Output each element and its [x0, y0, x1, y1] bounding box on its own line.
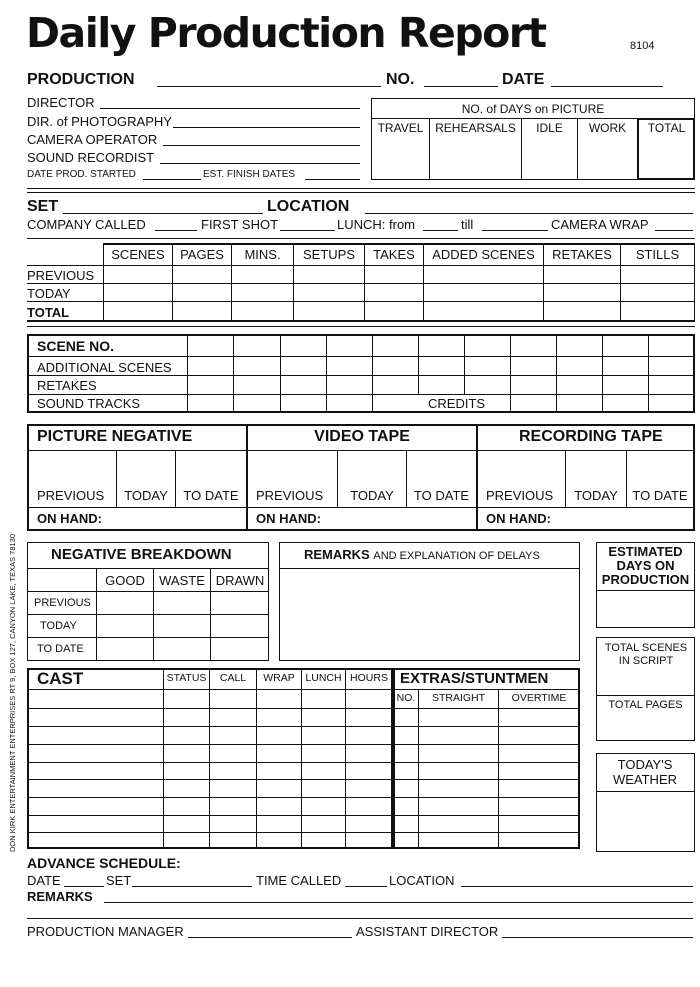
video-previous: PREVIOUS: [256, 488, 324, 503]
negative-row-to-date: TO DATE: [37, 643, 84, 655]
form-number: 8104: [630, 40, 655, 52]
total-scenes-label: TOTAL SCENES IN SCRIPT: [604, 642, 688, 667]
picture-to-date: TO DATE: [183, 488, 239, 503]
scene-no-label: SCENE NO.: [37, 338, 115, 354]
picture-today: TODAY: [124, 488, 168, 503]
remarks-title-sub: AND EXPLANATION OF DELAYS: [373, 550, 540, 562]
camera-operator-label: CAMERA OPERATOR: [27, 132, 158, 147]
camera-operator-field[interactable]: [163, 145, 360, 146]
dir-photography-field[interactable]: [173, 127, 360, 128]
advance-set-field[interactable]: [132, 886, 252, 887]
advance-date-field[interactable]: [64, 886, 104, 887]
negative-col-good: GOOD: [105, 573, 145, 588]
first-shot-field[interactable]: [280, 230, 335, 231]
production-manager-field[interactable]: [188, 937, 352, 938]
footer-remarks-field-2[interactable]: [27, 918, 693, 919]
date-prod-started-field[interactable]: [143, 179, 201, 180]
recording-tape-title: RECORDING TAPE: [519, 428, 663, 445]
cast-title: CAST: [37, 669, 84, 688]
production-manager-label: PRODUCTION MANAGER: [27, 924, 184, 939]
est-finish-dates-field[interactable]: [305, 179, 360, 180]
scenes-table: [27, 243, 695, 323]
video-to-date: TO DATE: [413, 488, 470, 503]
no-field[interactable]: [424, 86, 498, 87]
days-col-work: WORK: [588, 121, 627, 135]
days-col-rehearsals: REHEARSALS: [435, 121, 516, 135]
recording-on-hand: ON HAND:: [486, 511, 551, 526]
advance-time-called-label: TIME CALLED: [256, 873, 342, 888]
lunch-from-field[interactable]: [423, 230, 458, 231]
camera-wrap-label: CAMERA WRAP: [551, 217, 649, 232]
scenes-col-added-scenes: ADDED SCENES: [432, 247, 535, 262]
advance-location-label: LOCATION: [389, 873, 455, 888]
remarks-title-main: REMARKS: [304, 547, 370, 562]
sound-recordist-field[interactable]: [160, 163, 360, 164]
first-shot-label: FIRST SHOT: [201, 217, 279, 232]
video-today: TODAY: [350, 488, 394, 503]
location-field[interactable]: [365, 213, 693, 214]
days-on-picture-title: NO. of DAYS on PICTURE: [461, 102, 605, 116]
lunch-from-label: LUNCH: from: [337, 217, 416, 232]
company-called-field[interactable]: [155, 230, 197, 231]
scenes-col-pages: PAGES: [180, 247, 224, 262]
cast-col-wrap: WRAP: [263, 672, 295, 684]
page-title: Daily Production Report: [26, 9, 546, 57]
total-pages-label: TOTAL PAGES: [608, 699, 683, 711]
sound-tracks-label: SOUND TRACKS: [37, 396, 141, 411]
production-field[interactable]: [157, 86, 381, 87]
publisher-side-text: DON KIRK ENTERTAINMENT ENTERPRISES RT 9, BOX 127, CANYON LAKE, TEXAS 78130: [8, 533, 17, 852]
director-label: DIRECTOR: [27, 95, 95, 110]
est-finish-dates-label: EST. FINISH DATES: [203, 169, 296, 180]
extras-title: EXTRAS/STUNTMEN: [400, 670, 549, 687]
advance-set-label: SET: [106, 873, 132, 888]
scenes-row-total: TOTAL: [27, 305, 70, 320]
assistant-director-label: ASSISTANT DIRECTOR: [356, 924, 499, 939]
director-field[interactable]: [100, 108, 360, 109]
set-label: SET: [27, 198, 59, 215]
todays-weather-label: TODAY'S WEATHER: [612, 757, 678, 787]
recording-today: TODAY: [574, 488, 618, 503]
recording-to-date: TO DATE: [632, 488, 688, 503]
picture-on-hand: ON HAND:: [37, 511, 102, 526]
footer-remarks-label: REMARKS: [27, 889, 93, 904]
advance-date-label: DATE: [27, 873, 61, 888]
till-label: till: [461, 217, 474, 232]
till-field[interactable]: [482, 230, 548, 231]
picture-previous: PREVIOUS: [37, 488, 105, 503]
scenes-col-takes: TAKES: [373, 247, 415, 262]
advance-time-called-field[interactable]: [345, 886, 387, 887]
date-field[interactable]: [551, 86, 663, 87]
scenes-col-setups: SETUPS: [302, 247, 355, 262]
estimated-days-label: ESTIMATED DAYS ON PRODUCTION: [601, 544, 690, 587]
cast-table: [27, 668, 393, 849]
scenes-row-previous: PREVIOUS: [27, 268, 95, 283]
negative-col-drawn: DRAWN: [215, 573, 265, 588]
no-label: NO.: [386, 71, 415, 88]
location-label: LOCATION: [267, 198, 350, 215]
cast-col-status: STATUS: [166, 672, 207, 684]
remarks-title: [304, 548, 540, 562]
negative-col-waste: WASTE: [159, 573, 205, 588]
extras-col-overtime: OVERTIME: [511, 692, 567, 704]
additional-scenes-label: ADDITIONAL SCENES: [37, 360, 172, 375]
camera-wrap-field[interactable]: [655, 230, 693, 231]
picture-negative-title: PICTURE NEGATIVE: [37, 428, 193, 445]
advance-schedule-label: ADVANCE SCHEDULE:: [27, 855, 181, 871]
assistant-director-field[interactable]: [502, 937, 693, 938]
footer-remarks-field[interactable]: [104, 902, 693, 903]
negative-row-today: TODAY: [40, 620, 77, 632]
scenes-col-retakes: RETAKES: [552, 247, 612, 262]
days-col-total: TOTAL: [647, 121, 686, 135]
cast-col-lunch: LUNCH: [305, 672, 342, 684]
days-col-idle: IDLE: [536, 121, 563, 135]
days-col-travel: TRAVEL: [377, 121, 424, 135]
extras-col-straight: STRAIGHT: [431, 692, 486, 704]
set-field[interactable]: [63, 213, 263, 214]
date-prod-started-label: DATE PROD. STARTED: [27, 169, 136, 180]
retakes-label: RETAKES: [37, 378, 97, 393]
credits-label: CREDITS: [428, 396, 486, 411]
negative-row-previous: PREVIOUS: [34, 597, 91, 609]
sound-recordist-label: SOUND RECORDIST: [27, 150, 155, 165]
video-tape-title: VIDEO TAPE: [314, 428, 410, 445]
production-label: PRODUCTION: [27, 71, 135, 88]
date-label: DATE: [502, 71, 545, 88]
cast-col-call: CALL: [219, 672, 247, 684]
extras-col-no: NO.: [396, 692, 416, 704]
advance-location-field[interactable]: [461, 886, 693, 887]
scenes-col-mins: MINS.: [244, 247, 281, 262]
negative-breakdown-title: NEGATIVE BREAKDOWN: [51, 546, 232, 563]
cast-col-hours: HOURS: [350, 672, 388, 684]
company-called-label: COMPANY CALLED: [27, 217, 146, 232]
recording-previous: PREVIOUS: [486, 488, 554, 503]
scenes-col-stills: STILLS: [635, 247, 680, 262]
dir-photography-label: DIR. of PHOTOGRAPHY: [27, 114, 172, 129]
video-on-hand: ON HAND:: [256, 511, 321, 526]
scenes-col-scenes: SCENES: [111, 247, 165, 262]
scenes-row-today: TODAY: [27, 286, 71, 301]
